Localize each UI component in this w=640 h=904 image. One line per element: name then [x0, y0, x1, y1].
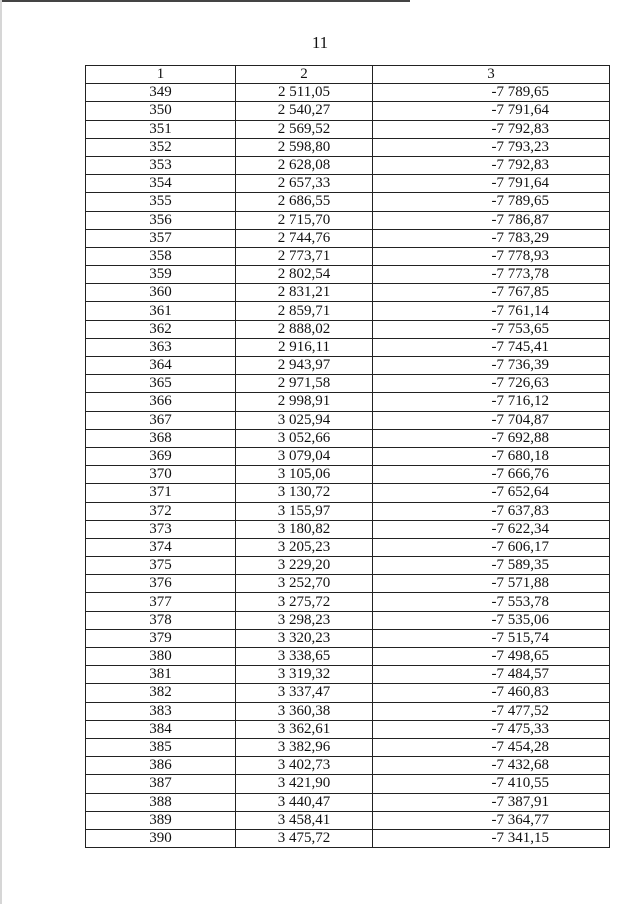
column-header-point-number: 1: [86, 66, 236, 84]
cell-x-coordinate: 2 657,33: [236, 175, 373, 193]
cell-x-coordinate: 3 440,47: [236, 793, 373, 811]
cell-y-coordinate: -7 652,64: [373, 484, 610, 502]
table-row: [86, 666, 610, 684]
cell-y-coordinate: -7 515,74: [373, 629, 610, 647]
cell-point-number: 384: [86, 720, 236, 738]
cell-point-number: 390: [86, 829, 236, 847]
table-body: [86, 84, 610, 848]
cell-x-coordinate: 2 569,52: [236, 120, 373, 138]
table-row: [86, 338, 610, 356]
cell-y-coordinate: -7 692,88: [373, 429, 610, 447]
cell-x-coordinate: 3 155,97: [236, 502, 373, 520]
cell-x-coordinate: 2 916,11: [236, 338, 373, 356]
table-row: [86, 684, 610, 702]
cell-point-number: 367: [86, 411, 236, 429]
cell-x-coordinate: 2 628,08: [236, 156, 373, 174]
cell-point-number: 355: [86, 193, 236, 211]
table-row: [86, 466, 610, 484]
cell-x-coordinate: 3 475,72: [236, 829, 373, 847]
cell-x-coordinate: 3 130,72: [236, 484, 373, 502]
cell-point-number: 374: [86, 538, 236, 556]
table-row: [86, 648, 610, 666]
cell-point-number: 349: [86, 84, 236, 102]
cell-x-coordinate: 3 180,82: [236, 520, 373, 538]
table-row: [86, 175, 610, 193]
cell-y-coordinate: -7 680,18: [373, 447, 610, 465]
coordinates-table: [85, 65, 610, 848]
table-row: [86, 247, 610, 265]
cell-y-coordinate: -7 789,65: [373, 193, 610, 211]
table-row: [86, 775, 610, 793]
table-row: [86, 156, 610, 174]
cell-point-number: 356: [86, 211, 236, 229]
table-row: [86, 211, 610, 229]
cell-x-coordinate: 3 338,65: [236, 648, 373, 666]
cell-y-coordinate: -7 716,12: [373, 393, 610, 411]
cell-y-coordinate: -7 783,29: [373, 229, 610, 247]
table-header: [86, 66, 610, 84]
table-row: [86, 447, 610, 465]
cell-x-coordinate: 3 205,23: [236, 538, 373, 556]
cell-x-coordinate: 2 998,91: [236, 393, 373, 411]
table-row: [86, 593, 610, 611]
table-row: [86, 302, 610, 320]
table-row: [86, 375, 610, 393]
cell-y-coordinate: -7 792,83: [373, 156, 610, 174]
cell-y-coordinate: -7 745,41: [373, 338, 610, 356]
cell-x-coordinate: 3 362,61: [236, 720, 373, 738]
cell-point-number: 363: [86, 338, 236, 356]
cell-point-number: 364: [86, 357, 236, 375]
cell-y-coordinate: -7 432,68: [373, 757, 610, 775]
table-row: [86, 611, 610, 629]
table-row: [86, 629, 610, 647]
table-row: [86, 229, 610, 247]
cell-y-coordinate: -7 341,15: [373, 829, 610, 847]
cell-point-number: 385: [86, 738, 236, 756]
cell-x-coordinate: 3 360,38: [236, 702, 373, 720]
cell-x-coordinate: 3 458,41: [236, 811, 373, 829]
cell-y-coordinate: -7 622,34: [373, 520, 610, 538]
cell-point-number: 382: [86, 684, 236, 702]
cell-point-number: 354: [86, 175, 236, 193]
cell-x-coordinate: 2 888,02: [236, 320, 373, 338]
table-row: [86, 757, 610, 775]
table-row: [86, 102, 610, 120]
cell-point-number: 389: [86, 811, 236, 829]
cell-x-coordinate: 2 859,71: [236, 302, 373, 320]
cell-y-coordinate: -7 410,55: [373, 775, 610, 793]
table-row: [86, 429, 610, 447]
cell-point-number: 351: [86, 120, 236, 138]
table-row: [86, 84, 610, 102]
cell-y-coordinate: -7 786,87: [373, 211, 610, 229]
table-row: [86, 411, 610, 429]
cell-y-coordinate: -7 535,06: [373, 611, 610, 629]
header-row: [86, 66, 610, 84]
cell-x-coordinate: 3 319,32: [236, 666, 373, 684]
cell-point-number: 352: [86, 138, 236, 156]
cell-x-coordinate: 3 320,23: [236, 629, 373, 647]
cell-x-coordinate: 2 831,21: [236, 284, 373, 302]
cell-x-coordinate: 3 025,94: [236, 411, 373, 429]
table-row: [86, 484, 610, 502]
cell-point-number: 350: [86, 102, 236, 120]
cell-y-coordinate: -7 606,17: [373, 538, 610, 556]
cell-y-coordinate: -7 791,64: [373, 102, 610, 120]
cell-x-coordinate: 2 598,80: [236, 138, 373, 156]
table-row: [86, 538, 610, 556]
cell-y-coordinate: -7 778,93: [373, 247, 610, 265]
table-row: [86, 557, 610, 575]
cell-x-coordinate: 2 715,70: [236, 211, 373, 229]
cell-y-coordinate: -7 637,83: [373, 502, 610, 520]
cell-x-coordinate: 3 337,47: [236, 684, 373, 702]
table-row: [86, 138, 610, 156]
cell-y-coordinate: -7 364,77: [373, 811, 610, 829]
table-row: [86, 320, 610, 338]
table-row: [86, 811, 610, 829]
scan-left-edge: [0, 0, 2, 904]
cell-point-number: 360: [86, 284, 236, 302]
cell-point-number: 387: [86, 775, 236, 793]
cell-point-number: 373: [86, 520, 236, 538]
cell-point-number: 357: [86, 229, 236, 247]
cell-point-number: 378: [86, 611, 236, 629]
table-row: [86, 738, 610, 756]
table-row: [86, 829, 610, 847]
cell-point-number: 386: [86, 757, 236, 775]
cell-x-coordinate: 2 971,58: [236, 375, 373, 393]
cell-x-coordinate: 2 943,97: [236, 357, 373, 375]
table-row: [86, 720, 610, 738]
cell-point-number: 353: [86, 156, 236, 174]
cell-y-coordinate: -7 553,78: [373, 593, 610, 611]
cell-y-coordinate: -7 792,83: [373, 120, 610, 138]
cell-y-coordinate: -7 477,52: [373, 702, 610, 720]
cell-y-coordinate: -7 704,87: [373, 411, 610, 429]
cell-x-coordinate: 3 105,06: [236, 466, 373, 484]
cell-point-number: 388: [86, 793, 236, 811]
cell-y-coordinate: -7 753,65: [373, 320, 610, 338]
cell-point-number: 358: [86, 247, 236, 265]
table-row: [86, 702, 610, 720]
table-row: [86, 120, 610, 138]
cell-point-number: 379: [86, 629, 236, 647]
cell-point-number: 361: [86, 302, 236, 320]
cell-x-coordinate: 3 252,70: [236, 575, 373, 593]
cell-point-number: 366: [86, 393, 236, 411]
cell-y-coordinate: -7 736,39: [373, 357, 610, 375]
table-row: [86, 393, 610, 411]
cell-y-coordinate: -7 761,14: [373, 302, 610, 320]
column-header-y: 3: [373, 66, 610, 84]
cell-x-coordinate: 2 744,76: [236, 229, 373, 247]
cell-y-coordinate: -7 498,65: [373, 648, 610, 666]
cell-x-coordinate: 3 382,96: [236, 738, 373, 756]
table-row: [86, 502, 610, 520]
cell-y-coordinate: -7 484,57: [373, 666, 610, 684]
cell-x-coordinate: 3 079,04: [236, 447, 373, 465]
table-row: [86, 520, 610, 538]
cell-point-number: 376: [86, 575, 236, 593]
cell-x-coordinate: 3 421,90: [236, 775, 373, 793]
cell-point-number: 362: [86, 320, 236, 338]
cell-point-number: 368: [86, 429, 236, 447]
column-header-x: 2: [236, 66, 373, 84]
cell-x-coordinate: 2 686,55: [236, 193, 373, 211]
table-row: [86, 357, 610, 375]
cell-y-coordinate: -7 773,78: [373, 266, 610, 284]
cell-y-coordinate: -7 793,23: [373, 138, 610, 156]
cell-y-coordinate: -7 789,65: [373, 84, 610, 102]
cell-point-number: 369: [86, 447, 236, 465]
cell-y-coordinate: -7 475,33: [373, 720, 610, 738]
cell-point-number: 381: [86, 666, 236, 684]
cell-point-number: 371: [86, 484, 236, 502]
cell-y-coordinate: -7 767,85: [373, 284, 610, 302]
cell-point-number: 359: [86, 266, 236, 284]
table-row: [86, 575, 610, 593]
cell-x-coordinate: 3 402,73: [236, 757, 373, 775]
cell-x-coordinate: 3 275,72: [236, 593, 373, 611]
cell-y-coordinate: -7 589,35: [373, 557, 610, 575]
cell-y-coordinate: -7 454,28: [373, 738, 610, 756]
table-row: [86, 793, 610, 811]
cell-point-number: 372: [86, 502, 236, 520]
cell-y-coordinate: -7 387,91: [373, 793, 610, 811]
cell-point-number: 375: [86, 557, 236, 575]
cell-x-coordinate: 3 229,20: [236, 557, 373, 575]
cell-x-coordinate: 3 052,66: [236, 429, 373, 447]
page-number: 11: [311, 33, 329, 52]
cell-x-coordinate: 2 540,27: [236, 102, 373, 120]
cell-point-number: 383: [86, 702, 236, 720]
cell-y-coordinate: -7 791,64: [373, 175, 610, 193]
table-row: [86, 193, 610, 211]
table-row: [86, 266, 610, 284]
cell-y-coordinate: -7 460,83: [373, 684, 610, 702]
cell-point-number: 365: [86, 375, 236, 393]
cell-point-number: 377: [86, 593, 236, 611]
cell-x-coordinate: 3 298,23: [236, 611, 373, 629]
cell-x-coordinate: 2 511,05: [236, 84, 373, 102]
cell-point-number: 370: [86, 466, 236, 484]
cell-y-coordinate: -7 571,88: [373, 575, 610, 593]
cell-point-number: 380: [86, 648, 236, 666]
table-row: [86, 284, 610, 302]
scan-top-edge-line: [0, 0, 410, 2]
cell-y-coordinate: -7 666,76: [373, 466, 610, 484]
cell-y-coordinate: -7 726,63: [373, 375, 610, 393]
cell-x-coordinate: 2 773,71: [236, 247, 373, 265]
cell-x-coordinate: 2 802,54: [236, 266, 373, 284]
